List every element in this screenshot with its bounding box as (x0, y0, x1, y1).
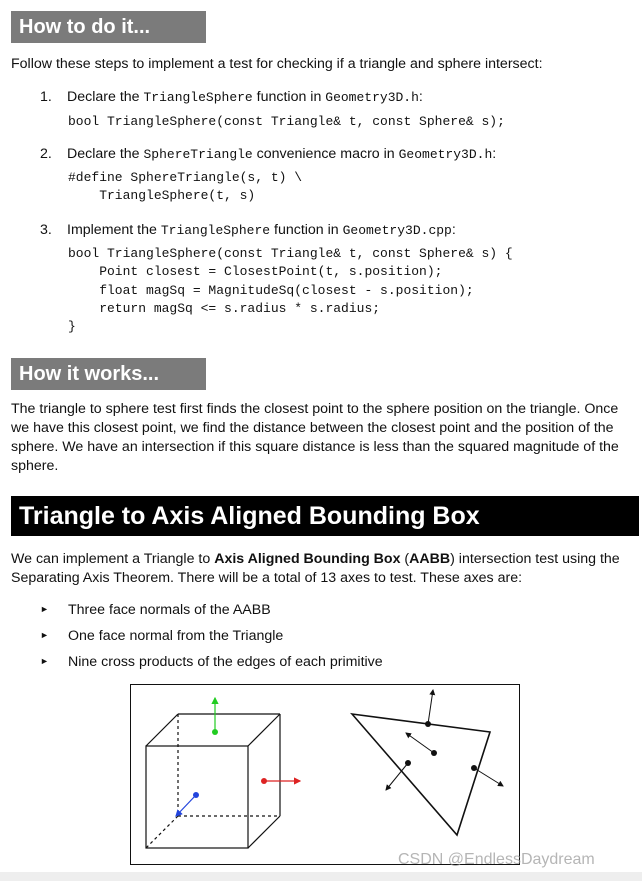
step-text: function in (270, 222, 343, 238)
step-text: convenience macro in (252, 146, 399, 162)
aabb-triangle-figure (130, 684, 520, 865)
bullet-item (40, 600, 271, 620)
triangle-edge-point (425, 721, 431, 727)
step-file-name: Geometry3D.cpp (342, 223, 452, 238)
bottom-strip (0, 872, 642, 881)
step-text: : (418, 89, 423, 105)
aabb-intro-text: We can implement a Triangle to (11, 551, 215, 567)
step-code-term: TriangleSphere (160, 223, 271, 238)
intro-paragraph: Follow these steps to implement a test for checking if a triangle and sphere intersect: (11, 56, 543, 72)
step-3 (40, 221, 456, 240)
step-file-name: Geometry3D.h (325, 90, 419, 105)
step-text: function in (252, 89, 326, 105)
watermark: CSDN @EndlessDaydream (398, 851, 595, 868)
bullet-item (40, 626, 283, 646)
step-code-term: TriangleSphere (143, 90, 253, 105)
step-number: 1. (40, 89, 52, 105)
aabb-intro-paragraph (11, 550, 636, 588)
aabb-abbrev-bold: AABB (409, 551, 451, 567)
depth-normal-point (193, 792, 199, 798)
how-it-works-paragraph: The triangle to sphere test first finds the closest point to the sphere position on the triangle. Once we have this closest point, we find the distance between the closest point and the position of the sphere. We have an intersection if this square distance is less than the squared magnitude of the sphere. (11, 401, 619, 474)
code-listing-2: #define SphereTriangle(s, t) \ TriangleSphere(t, s) (68, 170, 303, 204)
aabb-term-bold: Axis Aligned Bounding Box (214, 551, 401, 567)
triangle-edge-point (405, 760, 411, 766)
bullet-text: Nine cross products of the edges of each primitive (68, 654, 383, 670)
step-number: 3. (40, 222, 52, 238)
section-heading-how-it-works: How it works... (11, 358, 206, 390)
section-heading-triangle-aabb: Triangle to Axis Aligned Bounding Box (11, 496, 639, 536)
bullet-arrow-icon: ► (40, 604, 49, 614)
code-listing-3: bool TriangleSphere(const Triangle& t, const Sphere& s) { Point closest = ClosestPoint(t, s.position); float magSq = MagnitudeSq(closest - s.position); return magSq <= s.radius * s.radius; } (68, 246, 513, 335)
step-text: : (492, 146, 497, 162)
step-2 (40, 145, 496, 164)
aabb-intro-text: ) intersection test using the Separating Axis Theorem. There will be a total of 13 axes to test. These axes are: (11, 551, 620, 586)
bullet-text: Three face normals of the AABB (68, 602, 271, 618)
code-listing-1: bool TriangleSphere(const Triangle& t, const Sphere& s); (68, 114, 505, 129)
step-code-term: SphereTriangle (143, 147, 253, 162)
aabb-intro-text: ( (400, 551, 410, 567)
right-normal-point (261, 778, 267, 784)
bullet-arrow-icon: ► (40, 656, 49, 666)
figure-frame (131, 685, 520, 865)
bullet-arrow-icon: ► (40, 630, 49, 640)
step-text: Declare the (67, 89, 144, 105)
step-1 (40, 88, 423, 107)
step-number: 2. (40, 146, 52, 162)
section-heading-how-to: How to do it... (11, 11, 206, 43)
step-text: Implement the (67, 222, 161, 238)
triangle-edge-point (471, 765, 477, 771)
step-text: : (451, 222, 456, 238)
bullet-text: One face normal from the Triangle (68, 628, 284, 644)
step-file-name: Geometry3D.h (398, 147, 493, 162)
bullet-item (40, 652, 383, 672)
up-normal-point (212, 729, 218, 735)
step-text: Declare the (67, 146, 144, 162)
triangle-center-point (431, 750, 437, 756)
